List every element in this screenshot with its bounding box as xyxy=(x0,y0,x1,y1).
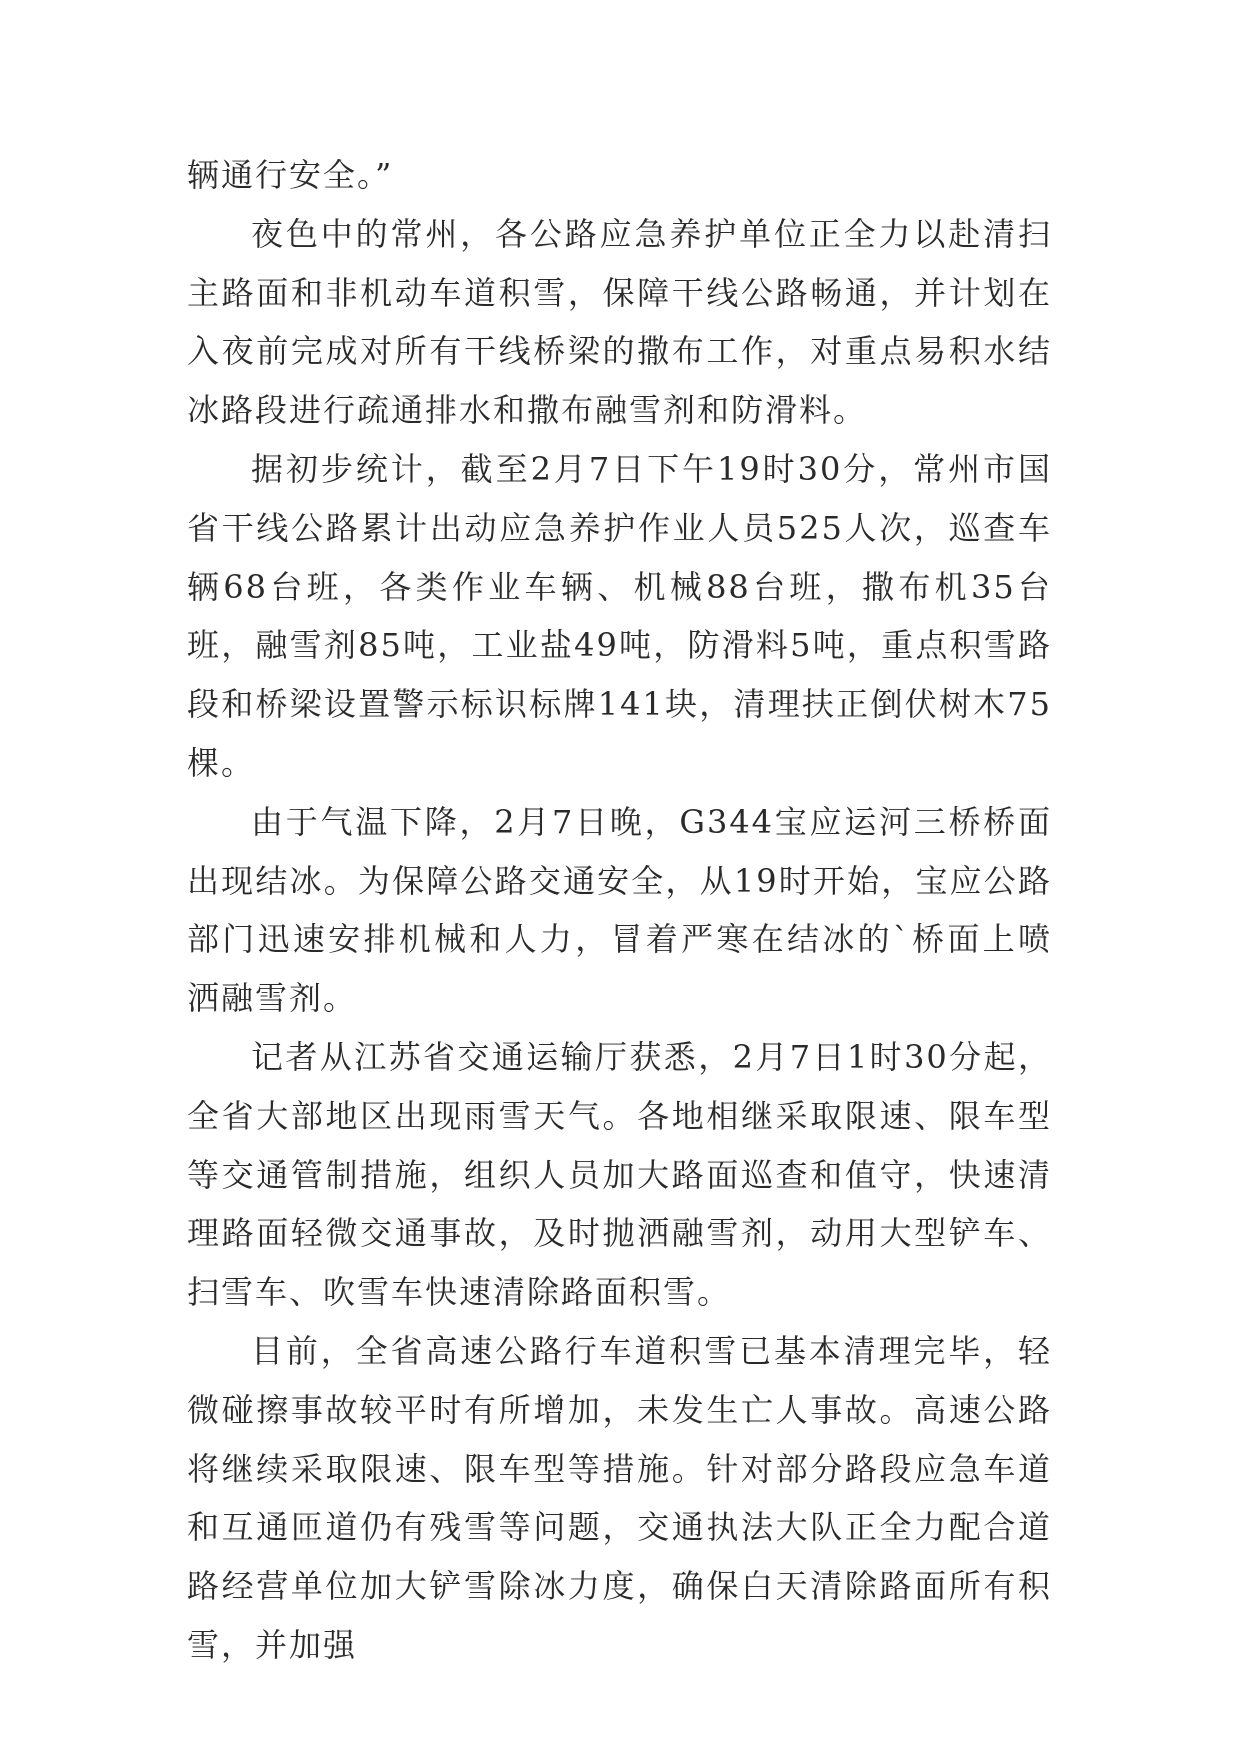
paragraph-statistics: 据初步统计，截至2月7日下午19时30分，常州市国省干线公路累计出动应急养护作业人员525人次，巡查车辆68台班，各类作业车辆、机械88台班，撒布机35台班，融雪剂85吨，工业盐49吨，防滑料5吨，重点积雪路段和桥梁设置警示标识标牌141块，清理扶正倒伏树木75棵。 xyxy=(187,449,1052,782)
paragraph-provincial-weather: 记者从江苏省交通运输厅获悉，2月7日1时30分起，全省大部地区出现雨雪天气。各地相继采取限速、限车型等交通管制措施，组织人员加大路面巡查和值守，快速清理路面轻微交通事故，及时抛洒融雪剂，动用大型铲车、扫雪车、吹雪车快速清除路面积雪。 xyxy=(187,1037,1052,1312)
article-body xyxy=(187,146,1052,1675)
paragraph-expressway-status: 目前，全省高速公路行车道积雪已基本清理完毕，轻微碰擦事故较平时有所增加，未发生亡人事故。高速公路将继续采取限速、限车型等措施。针对部分路段应急车道和互通匝道仍有残雪等问题，交通执法大队正全力配合道路经营单位加大铲雪除冰力度，确保白天清除路面所有积雪，并加强 xyxy=(187,1331,1052,1664)
paragraph-bridge-icing: 由于气温下降，2月7日晚，G344宝应运河三桥桥面出现结冰。为保障公路交通安全，从19时开始，宝应公路部门迅速安排机械和人力，冒着严寒在结冰的`桥面上喷洒融雪剂。 xyxy=(187,802,1052,1018)
paragraph-changzhou-night: 夜色中的常州，各公路应急养护单位正全力以赴清扫主路面和非机动车道积雪，保障干线公路畅通，并计划在入夜前完成对所有干线桥梁的撒布工作，对重点易积水结冰路段进行疏通排水和撒布融雪剂和防滑料。 xyxy=(187,214,1052,430)
paragraph-continuation: 辆通行安全。” xyxy=(187,156,394,194)
